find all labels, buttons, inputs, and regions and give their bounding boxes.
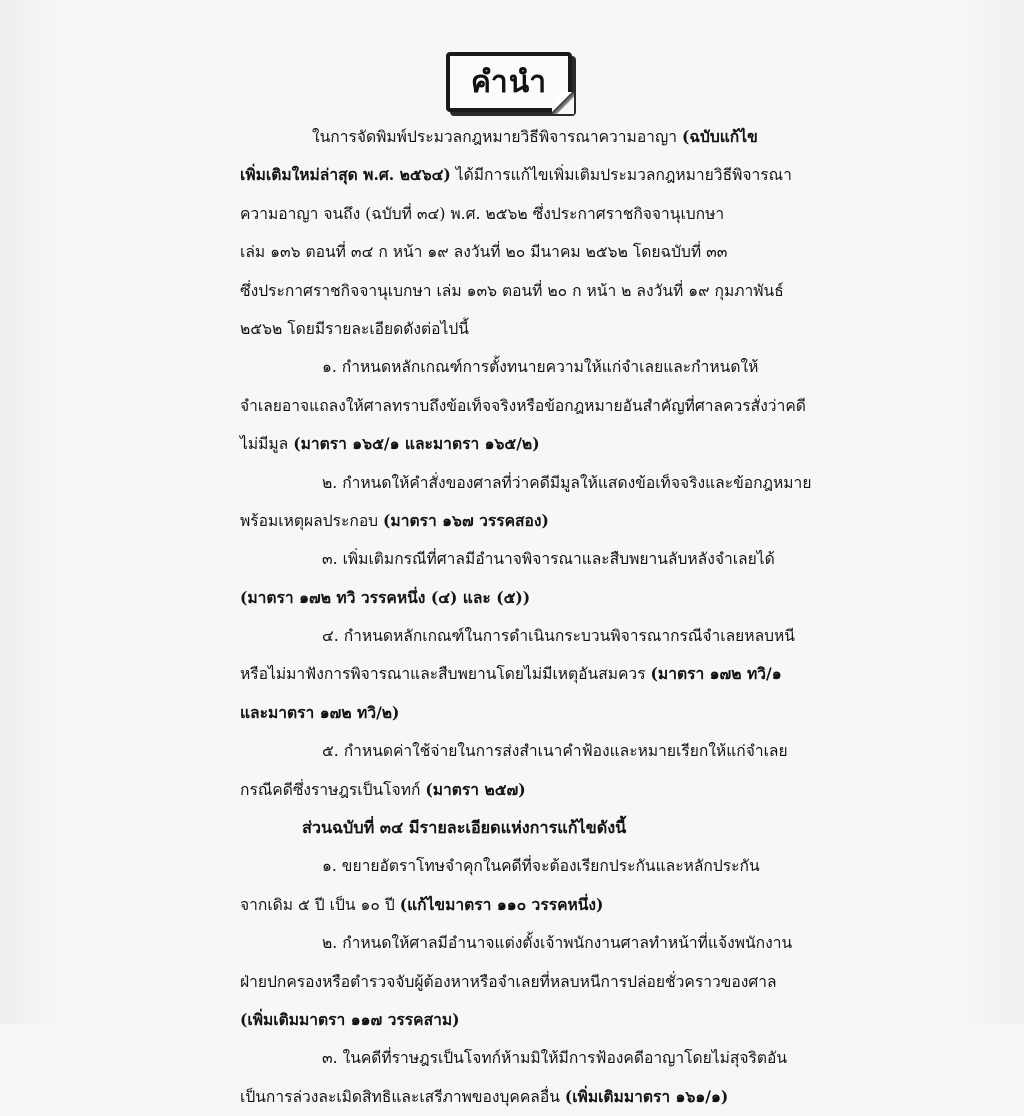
page-title: คำนำ <box>470 64 548 100</box>
text-line: และมาตรา ๑๗๒ ทวิ/๒) <box>240 702 400 722</box>
text-line: (มาตรา ๑๗๒ ทวิ วรรคหนึ่ง (๔) และ (๕)) <box>240 587 531 607</box>
preface-body <box>240 118 812 1116</box>
text-line: ฝ่ายปกครองหรือตำรวจจับผู้ต้องหาหรือจำเลยที่หลบหนีการปล่อยชั่วคราวของศาล <box>240 972 777 991</box>
text-line: เพิ่มเติมใหม่ล่าสุด พ.ศ. ๒๕๖๔) ได้มีการแก้ไขเพิ่มเติมประมวลกฎหมายวิธีพิจารณา <box>240 165 792 185</box>
title-frame <box>446 52 572 112</box>
text-line: ในการจัดพิมพ์ประมวลกฎหมายวิธีพิจารณาความอาญา (ฉบับแก้ไข <box>312 127 758 146</box>
list-item: ๒. กำหนดให้คำสั่งของศาลที่ว่าคดีมีมูลให้แสดงข้อเท็จจริงและข้อกฎหมาย <box>322 473 812 492</box>
text-line: เล่ม ๑๓๖ ตอนที่ ๓๔ ก หน้า ๑๙ ลงวันที่ ๒๐ มีนาคม ๒๕๖๒ โดยฉบับที่ ๓๓ <box>240 243 728 262</box>
list-item: ๕. กำหนดค่าใช้จ่ายในการส่งสำเนาคำฟ้องและหมายเรียกให้แก่จำเลย <box>322 742 788 761</box>
list-item: ๓. ในคดีที่ราษฎรเป็นโจทก์ห้ามมิให้มีการฟ้องคดีอาญาโดยไม่สุจริตอัน <box>322 1049 788 1068</box>
text-line: ซึ่งประกาศราชกิจจานุเบกษา เล่ม ๑๓๖ ตอนที่ ๒๐ ก หน้า ๒ ลงวันที่ ๑๙ กุมภาพันธ์ <box>240 281 784 300</box>
list-item: ๒. กำหนดให้ศาลมีอำนาจแต่งตั้งเจ้าพนักงานศาลทำหน้าที่แจ้งพนักงาน <box>322 934 793 953</box>
list-item: ๔. กำหนดหลักเกณฑ์ในการดำเนินกระบวนพิจารณากรณีจำเลยหลบหนี <box>322 627 795 646</box>
text-line: ไม่มีมูล (มาตรา ๑๖๕/๑ และมาตรา ๑๖๕/๒) <box>240 434 540 454</box>
text-line: เป็นการล่วงละเมิดสิทธิและเสรีภาพของบุคคลอื่น (เพิ่มเติมมาตรา ๑๖๑/๑) <box>240 1086 729 1106</box>
list-item: ๑. กำหนดหลักเกณฑ์การตั้งทนายความให้แก่จำเลยและกำหนดให้ <box>322 358 759 377</box>
list-item: ๓. เพิ่มเติมกรณีที่ศาลมีอำนาจพิจารณาและสืบพยานลับหลังจำเลยได้ <box>322 550 775 569</box>
text-line: จากเดิม ๕ ปี เป็น ๑๐ ปี (แก้ไขมาตรา ๑๑๐ วรรคหนึ่ง) <box>240 894 604 914</box>
text-line: จำเลยอาจแถลงให้ศาลทราบถึงข้อเท็จจริงหรือข้อกฎหมายอันสำคัญที่ศาลควรสั่งว่าคดี <box>240 396 806 415</box>
section-heading: ส่วนฉบับที่ ๓๔ มีรายละเอียดแห่งการแก้ไขดังนี้ <box>302 818 627 838</box>
text-line: (เพิ่มเติมมาตรา ๑๑๗ วรรคสาม) <box>240 1009 460 1029</box>
text-line: หรือไม่มาฟังการพิจารณาและสืบพยานโดยไม่มีเหตุอันสมควร (มาตรา ๑๗๒ ทวิ/๑ <box>240 664 782 684</box>
text-line: ความอาญา จนถึง (ฉบับที่ ๓๔) พ.ศ. ๒๕๖๒ ซึ่งประกาศราชกิจจานุเบกษา <box>240 204 725 223</box>
text-line: ๒๕๖๒ โดยมีรายละเอียดดังต่อไปนี้ <box>240 319 469 338</box>
text-line: กรณีคดีซึ่งราษฎรเป็นโจทก์ (มาตรา ๒๕๗) <box>240 779 526 799</box>
page-curl-decoration <box>552 92 574 114</box>
text-line: พร้อมเหตุผลประกอบ (มาตรา ๑๖๗ วรรคสอง) <box>240 510 549 530</box>
list-item: ๑. ขยายอัตราโทษจำคุกในคดีที่จะต้องเรียกประกันและหลักประกัน <box>322 857 760 876</box>
